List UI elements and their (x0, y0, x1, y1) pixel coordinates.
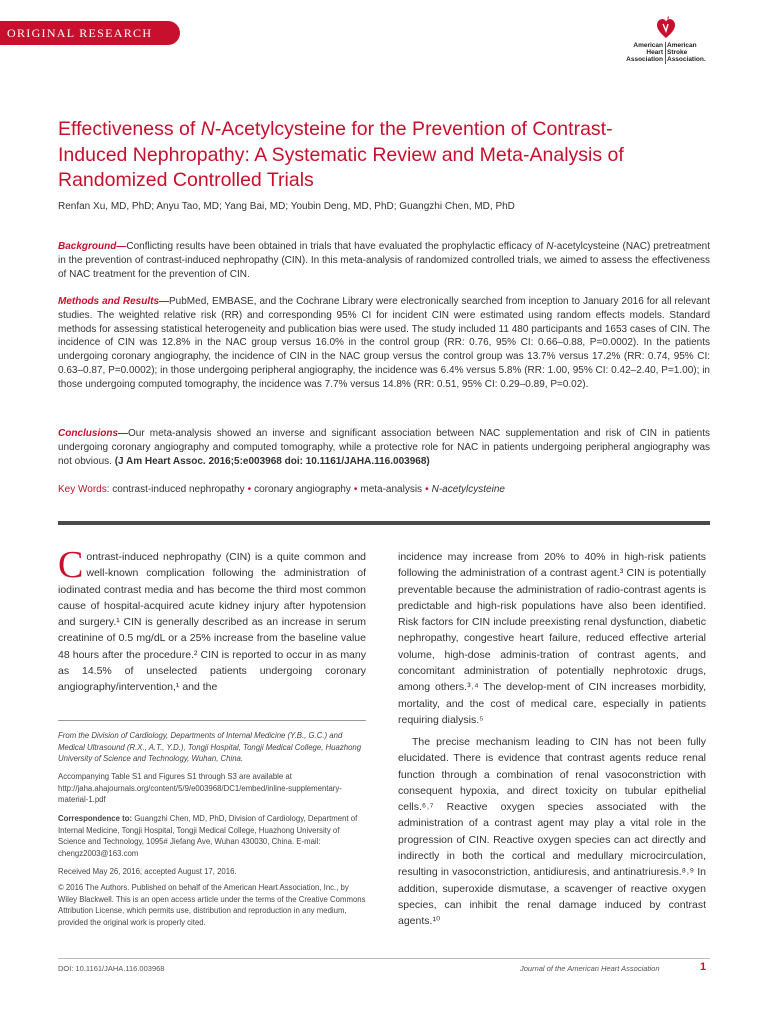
footer-doi: DOI: 10.1161/JAHA.116.003968 (58, 964, 165, 973)
supplement-note: Accompanying Table S1 and Figures S1 through S3 are available at http://jaha.ahajournals.org/content/5/9/e003968/DC1/embed/inline-supplementary-material-1.pdf (58, 772, 342, 805)
mechanism-paragraph: The precise mechanism leading to CIN has not been fully elucidated. There is evidence that contrast agents reduce renal function through a combination of renal vasoconstriction with consequent hypoxia, and direct toxicity on tubular epithelial cells.⁶˒⁷ Reactive oxygen species associated with the administration of a contrast agent may play a vital role in the progression of CIN. Reactive oxygen species can act directly and indirectly in both the cortical and medullary microcirculation, resulting in vasoconstriction, antidiuresis, and antinatriuresis.⁸˒⁹ In addition, superoxide dismutase, a scavenger of reactive oxygen species, can inhibit the renal damage induced by contrast agents.¹⁰ (398, 736, 706, 928)
footer-journal: Journal of the American Heart Association (520, 964, 660, 973)
heart-torch-icon (656, 16, 676, 40)
article-title: Effectiveness of N-Acetylcysteine for the Prevention of Contrast-Induced Nephropathy: A Systematic Review and Meta-Analysis of Randomized Controlled Trials (58, 118, 624, 191)
affiliation-note: From the Division of Cardiology, Departments of Internal Medicine (Y.B., G.C.) and Medical Ultrasound (R.X., A.T., Y.D.), Tongji Hospital, Tongji Medical College, Huazhong University of Science and Technology, Wuhan, China. (58, 731, 362, 764)
page-number: 1 (700, 961, 707, 973)
logo-text-left: American Heart Association (626, 42, 663, 63)
section-banner: ORIGINAL RESEARCH (0, 21, 180, 45)
logo-text-right: American Stroke Association. (667, 42, 706, 63)
received-note: Received May 26, 2016; accepted August 17, 2016. (58, 867, 237, 876)
copyright-note: © 2016 The Authors. Published on behalf of the American Heart Association, Inc., by Wiley Blackwell. This is an open access article under the terms of the Creative Commons Attribution License, which permits use, distribution and reproduction in any medium, provided the original work is properly cited. (58, 883, 366, 927)
author-list: Renfan Xu, MD, PhD; Anyu Tao, MD; Yang Bai, MD; Youbin Deng, MD, PhD; Guangzhi Chen, MD, PhD (58, 201, 515, 212)
abstract-methods: Methods and Results—PubMed, EMBASE, and the Cochrane Library were electronically searched from inception to January 2016 for all relevant studies. The weighted relative risk (RR) and corresponding 95% CI for incident CIN were estimated using random effects models. Standard methods for assessing statistical heterogeneity and publication bias were used. The study included 11 480 participants and 1653 cases of CIN. The incidence of CIN was 12.8% in the NAC group versus 16.0% in the control group (RR: 0.76, 95% CI: 0.66–0.88, P=0.0002). In the patients undergoing coronary angiography, the incidence of CIN in the NAC group versus the control group was 13.7% versus 17.2% (RR: 0.74, 95% CI: 0.63–0.87, P=0.0002); in those undergoing peripheral angiography, the incidence was 6.4% versus 5.8% (RR: 1.00, 95% CI: 0.42–2.40, P=1.00); in those undergoing computed tomography, the incidence was 7.7% versus 14.8% (RR: 0.51, 95% CI: 0.29–0.89, P=0.02). (58, 296, 710, 390)
logo-separator (665, 42, 666, 64)
aha-asa-logo (622, 16, 714, 68)
abstract-background: Background—Conflicting results have been obtained in trials that have evaluated the prophylactic efficacy of N-acetylcysteine (NAC) pretreatment in the prevention of contrast-induced nephropathy (CIN). In this meta-analysis of randomized controlled trials, we aimed to assess the effectiveness of NAC treatment for the prevention of CIN. (58, 241, 710, 280)
section-divider (58, 521, 710, 525)
intro-paragraph-right: incidence may increase from 20% to 40% in high-risk patients following the administration of a contrast agent.³ CIN is potentially preventable because the administration of radio-contrast agents is predictable and high-risk populations have also been identified. Risk factors for CIN include preexisting renal dysfunction, diabetic nephropathy, congestive heart failure, reduced effective arterial volume, high-dose adminis-tration of contrast agents, and concomitant administration of potentially nephrotoxic drugs, among others.³˒⁴ The develop-ment of CIN increases morbidity, mortality, and the cost of medical care, especially in patients requiring dialysis.⁵ (398, 551, 706, 726)
footer-divider (58, 958, 710, 959)
drop-cap: C (58, 544, 84, 586)
intro-paragraph-left: Contrast-induced nephropathy (CIN) is a quite common and well-known complication following the administration of iodinated contrast media and has become the third most common cause of hospital-acquired acute kidney injury after hypotension and surgery.¹ CIN is generally described as an increase in serum creatinine of 0.5 mg/dL or a 25% increase from the baseline value 48 hours after the procedure.² CIN is reported to occur in as many as 14.5% of unselected patients undergoing coronary angiography/intervention,¹ and the (58, 544, 366, 694)
key-words: Key Words: contrast-induced nephropathy • coronary angiography • meta-analysis • N-acetylcysteine (58, 484, 505, 495)
correspondence-note: Correspondence to: Guangzhi Chen, MD, PhD, Division of Cardiology, Department of Internal Medicine, Tongji Hospital, Tongji Medical College, Huazhong University of Science and Technology, 1095# Jiefang Ave, Wuhan 430030, China. E-mail: chengz2003@163.com (58, 814, 358, 858)
abstract-conclusions: Conclusions—Our meta-analysis showed an inverse and significant association between NAC supplementation and risk of CIN in patients undergoing coronary angiography and computed tomography, while a protective role for NAC in patients undergoing peripheral angiography was not obvious. (J Am Heart Assoc. 2016;5:e003968 doi: 10.1161/JAHA.116.003968) (58, 428, 710, 467)
footnote-divider (58, 720, 366, 721)
